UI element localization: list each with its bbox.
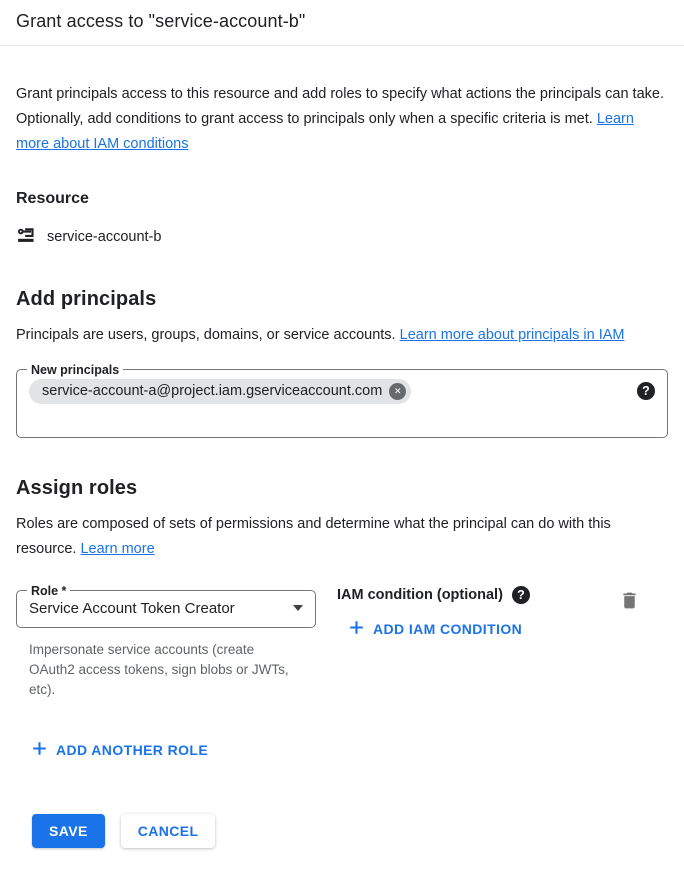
resource-row <box>16 225 668 249</box>
dialog-title: Grant access to "service-account-b" <box>16 11 306 31</box>
add-principals-description <box>16 323 664 348</box>
iam-conditions-link[interactable]: Learn more about IAM conditions <box>16 111 634 152</box>
new-principals-input[interactable] <box>29 377 655 429</box>
principals-desc-text: Principals are users, groups, domains, or service accounts. <box>16 327 400 343</box>
iam-condition-column <box>337 584 619 640</box>
role-helper-text: Impersonate service accounts (create OAuth2 access tokens, sign blobs or JWTs, etc). <box>29 641 289 697</box>
plus-icon <box>349 620 364 638</box>
assign-roles-description <box>16 512 664 562</box>
iam-condition-label: IAM condition (optional) <box>337 586 503 603</box>
add-principals-heading: Add principals <box>16 288 157 310</box>
dialog-header <box>0 0 684 46</box>
resource-heading: Resource <box>16 190 89 207</box>
delete-role-button[interactable] <box>619 590 640 611</box>
principal-chip <box>29 379 411 404</box>
role-select[interactable] <box>16 584 316 628</box>
trash-icon <box>619 590 640 611</box>
principals-learn-more-link[interactable]: Learn more about principals in IAM <box>399 327 625 343</box>
add-iam-condition-button[interactable]: ADD IAM CONDITION <box>349 620 522 638</box>
roles-desc-text: Roles are composed of sets of permissions and determine what the principal can do with this resource. <box>16 515 611 557</box>
role-row <box>16 584 668 700</box>
principals-help-icon[interactable]: ? <box>637 382 655 400</box>
dialog-actions <box>32 814 668 848</box>
delete-role-column <box>619 584 668 611</box>
principal-chip-text: service-account-a@project.iam.gserviceaccount.com <box>42 383 383 399</box>
add-another-role-button[interactable]: ADD ANOTHER ROLE <box>32 741 208 759</box>
cancel-button[interactable]: CANCEL <box>121 814 216 848</box>
roles-learn-more-link[interactable]: Learn more <box>80 540 155 557</box>
new-principals-field[interactable] <box>16 363 668 438</box>
dialog-content <box>0 82 684 848</box>
intro-paragraph <box>16 82 664 157</box>
intro-text: Grant principals access to this resource and add roles to specify what actions the principals can take. Optionally, add conditions to grant access to principals only when a specific criteria is met. <box>16 86 664 127</box>
plus-icon <box>32 741 47 759</box>
new-principals-label: New principals <box>31 362 120 377</box>
role-column <box>16 584 316 700</box>
save-button[interactable]: SAVE <box>32 814 105 848</box>
chip-close-icon[interactable]: ✕ <box>389 383 406 400</box>
iam-condition-label-row <box>337 586 619 604</box>
service-account-icon <box>16 225 38 249</box>
assign-roles-heading: Assign roles <box>16 476 138 499</box>
role-label: Role * <box>31 583 67 598</box>
arrow-drop-down-icon <box>293 605 303 611</box>
role-selected-value: Service Account Token Creator <box>29 599 235 617</box>
resource-name: service-account-b <box>47 229 162 245</box>
iam-condition-help-icon[interactable]: ? <box>512 586 530 604</box>
